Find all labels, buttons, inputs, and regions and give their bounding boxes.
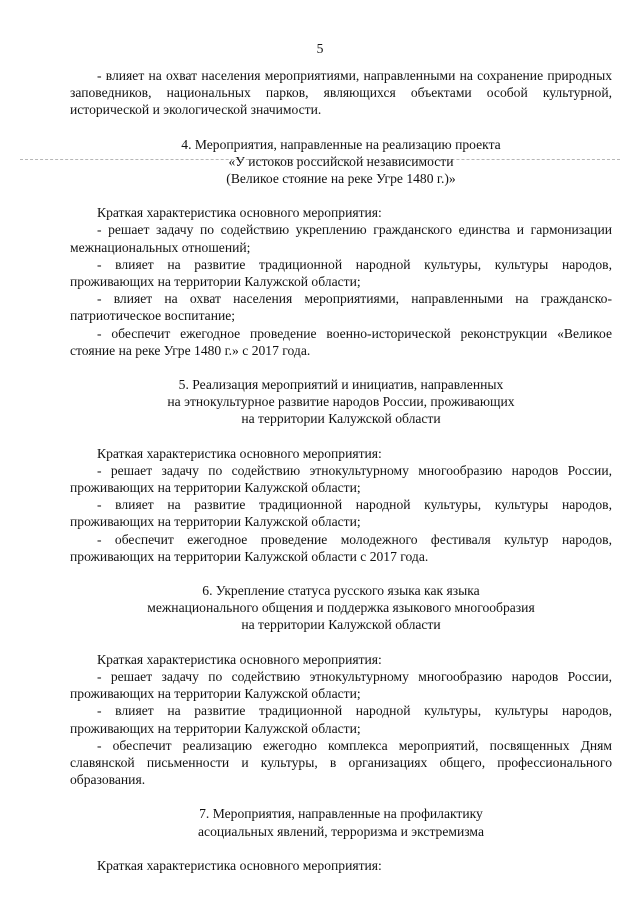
section-4	[70, 136, 612, 359]
section-lead: Краткая характеристика основного мероприятия:	[97, 205, 382, 221]
list-item: - влияет на охват населения мероприятиями, направленными на гражданско-патриотическое воспитание;	[70, 291, 612, 324]
document-body	[70, 67, 612, 874]
section-heading-line: на территории Калужской области	[241, 411, 441, 427]
section-7	[70, 805, 612, 874]
section-heading-line: 5. Реализация мероприятий и инициатив, направленных	[178, 377, 504, 393]
page-number: 5	[316, 41, 324, 56]
section-heading-line: «У истоков российской независимости	[228, 153, 454, 169]
section-heading-line: на этнокультурное развитие народов России, проживающих	[167, 394, 515, 410]
list-item: - решает задачу по содействию этнокультурному многообразию народов России, проживающих на территории Калужской области;	[70, 462, 612, 496]
list-item: - влияет на развитие традиционной народной культуры, культуры народов, проживающих на территории Калужской области;	[70, 703, 612, 736]
list-item: - обеспечит реализацию ежегодно комплекса мероприятий, посвященных Дням славянской письменности и культуры, в организациях общего, профессионального образования.	[70, 737, 612, 788]
list-item: - решает задачу по содействию укреплению гражданского единства и гармонизации межнациональных отношений;	[70, 222, 612, 255]
list-item: - обеспечит ежегодное проведение военно-исторической реконструкции «Великое стояние на реке Угре 1480 г.» с 2017 года.	[70, 325, 612, 358]
section-heading-line: асоциальных явлений, терроризма и экстремизма	[198, 823, 484, 839]
list-item: - влияет на развитие традиционной народной культуры, культуры народов, проживающих на территории Калужской области;	[70, 256, 612, 290]
section-heading-line: 4. Мероприятия, направленные на реализацию проекта	[181, 136, 501, 152]
section-lead: Краткая характеристика основного мероприятия:	[97, 445, 382, 461]
list-item: - влияет на развитие традиционной народной культуры, культуры народов, проживающих на территории Калужской области;	[70, 497, 612, 530]
section-6	[70, 582, 612, 788]
section-heading-line: межнационального общения и поддержка языкового многообразия	[147, 600, 535, 616]
list-item: - решает задачу по содействию этнокультурному многообразию народов России, проживающих на территории Калужской области;	[70, 668, 612, 702]
list-item: - обеспечит ежегодное проведение молодежного фестиваля культур народов, проживающих на территории Калужской области с 2017 года.	[70, 531, 612, 564]
section-lead: Краткая характеристика основного мероприятия:	[97, 651, 382, 667]
section-5	[70, 376, 612, 565]
section-heading-line: 6. Укрепление статуса русского языка как языка	[202, 583, 480, 599]
section-heading-line: (Великое стояние на реке Угре 1480 г.)»	[226, 171, 456, 187]
intro-paragraph: - влияет на охват населения мероприятиями, направленными на сохранение природных заповедников, национальных парков, являющихся объектами особой культурной, исторической и экологической значимости.	[70, 68, 612, 118]
section-heading-line: 7. Мероприятия, направленные на профилактику	[199, 806, 483, 822]
section-lead: Краткая характеристика основного мероприятия:	[97, 857, 382, 873]
section-heading-line: на территории Калужской области	[241, 617, 441, 633]
